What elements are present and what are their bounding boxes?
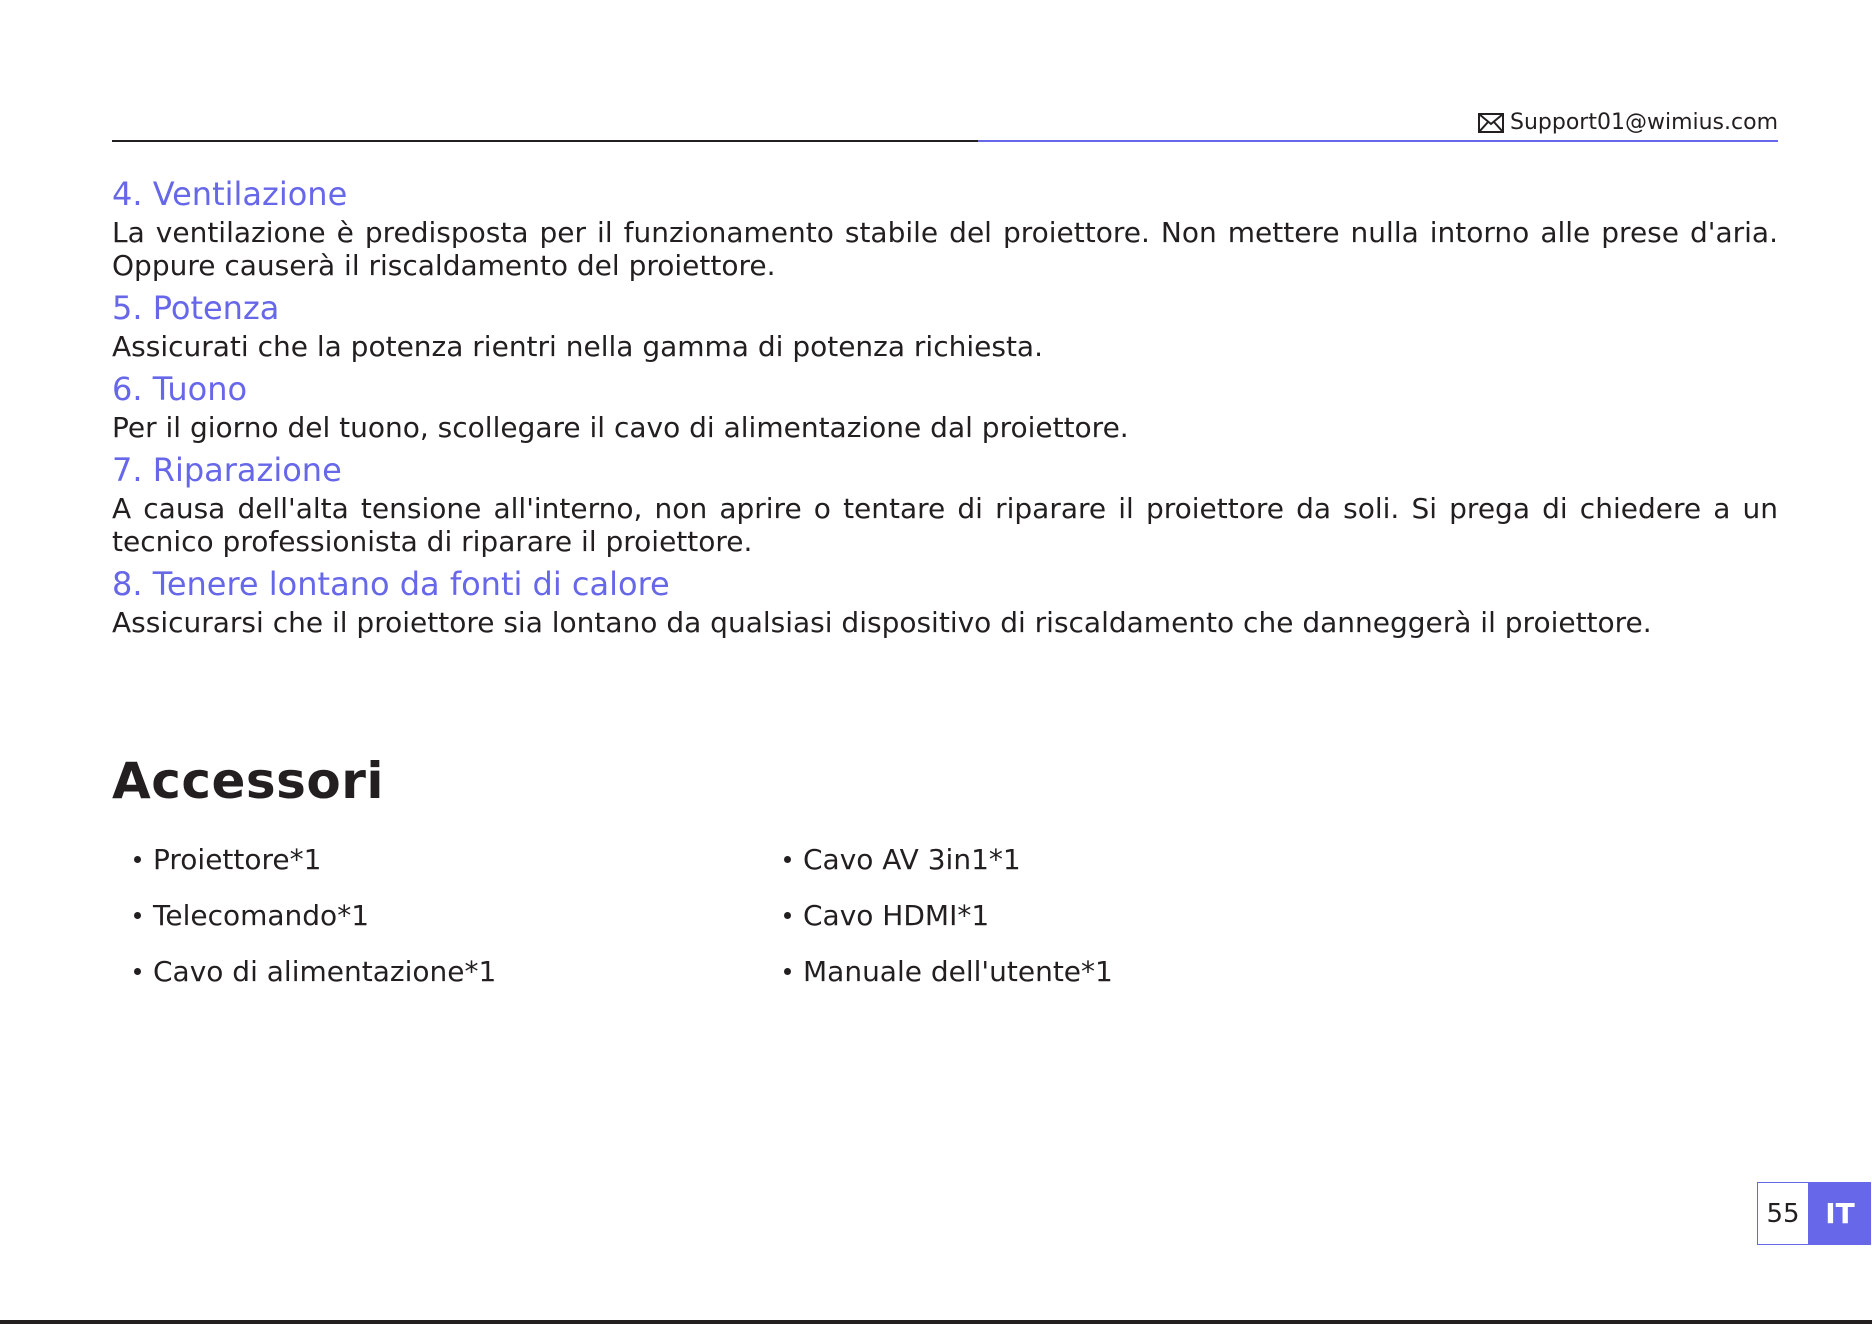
list-item: [784, 896, 1134, 934]
bullet-icon: [784, 856, 791, 863]
support-email[interactable]: [1478, 110, 1778, 135]
section-ventilazione: [112, 172, 1778, 282]
section-body: Assicurati che la potenza rientri nella gamma di potenza richiesta.: [112, 330, 1043, 363]
bullet-icon: [134, 912, 141, 919]
section-title: 8. Tenere lontano da fonti di calore: [112, 565, 670, 603]
bullet-icon: [784, 912, 791, 919]
section-body: A causa dell'alta tensione all'interno, non aprire o tentare di riparare il proiettore da soli. Si prega di chiedere a un tecnico professionista di riparare il proiettore.: [112, 492, 1778, 558]
section-potenza: [112, 286, 1778, 363]
list-item: [134, 896, 784, 934]
section-body: Assicurarsi che il proiettore sia lontano da qualsiasi dispositivo di riscaldamento che danneggerà il proiettore.: [112, 606, 1652, 639]
list-item: [784, 840, 1134, 878]
section-body: La ventilazione è predisposta per il funzionamento stabile del proiettore. Non mettere nulla intorno alle prese d'aria. Oppure causerà il riscaldamento del proiettore.: [112, 216, 1778, 282]
envelope-icon: [1478, 113, 1504, 133]
list-item-label: Cavo di alimentazione*1: [153, 954, 497, 988]
list-item-label: Telecomando*1: [153, 898, 370, 932]
list-item-label: Manuale dell'utente*1: [803, 954, 1113, 988]
safety-sections: [112, 172, 1778, 643]
section-title: 4. Ventilazione: [112, 175, 348, 213]
list-item-label: Proiettore*1: [153, 842, 322, 876]
section-body: Per il giorno del tuono, scollegare il cavo di alimentazione dal proiettore.: [112, 411, 1129, 444]
page-header: [112, 106, 1778, 142]
header-rule-dark: [112, 140, 978, 142]
section-title: 5. Potenza: [112, 289, 280, 327]
accessories-title: Accessori: [112, 752, 385, 810]
list-item: [134, 840, 784, 878]
bullet-icon: [784, 968, 791, 975]
bullet-icon: [134, 856, 141, 863]
support-email-text: Support01@wimius.com: [1510, 110, 1778, 135]
section-tuono: [112, 367, 1778, 444]
list-item: [134, 952, 784, 990]
header-rule-accent: [978, 140, 1778, 142]
list-item: [784, 952, 1134, 990]
section-title: 7. Riparazione: [112, 451, 342, 489]
section-fonti-calore: [112, 562, 1778, 639]
page-number: 55: [1757, 1182, 1809, 1245]
language-badge: IT: [1809, 1182, 1871, 1245]
bullet-icon: [134, 968, 141, 975]
section-riparazione: [112, 448, 1778, 558]
section-title: 6. Tuono: [112, 370, 248, 408]
accessories-list: [134, 840, 1134, 1008]
list-item-label: Cavo HDMI*1: [803, 898, 990, 932]
list-item-label: Cavo AV 3in1*1: [803, 842, 1021, 876]
bottom-border: [0, 1320, 1872, 1324]
page-tab: [1757, 1182, 1871, 1245]
